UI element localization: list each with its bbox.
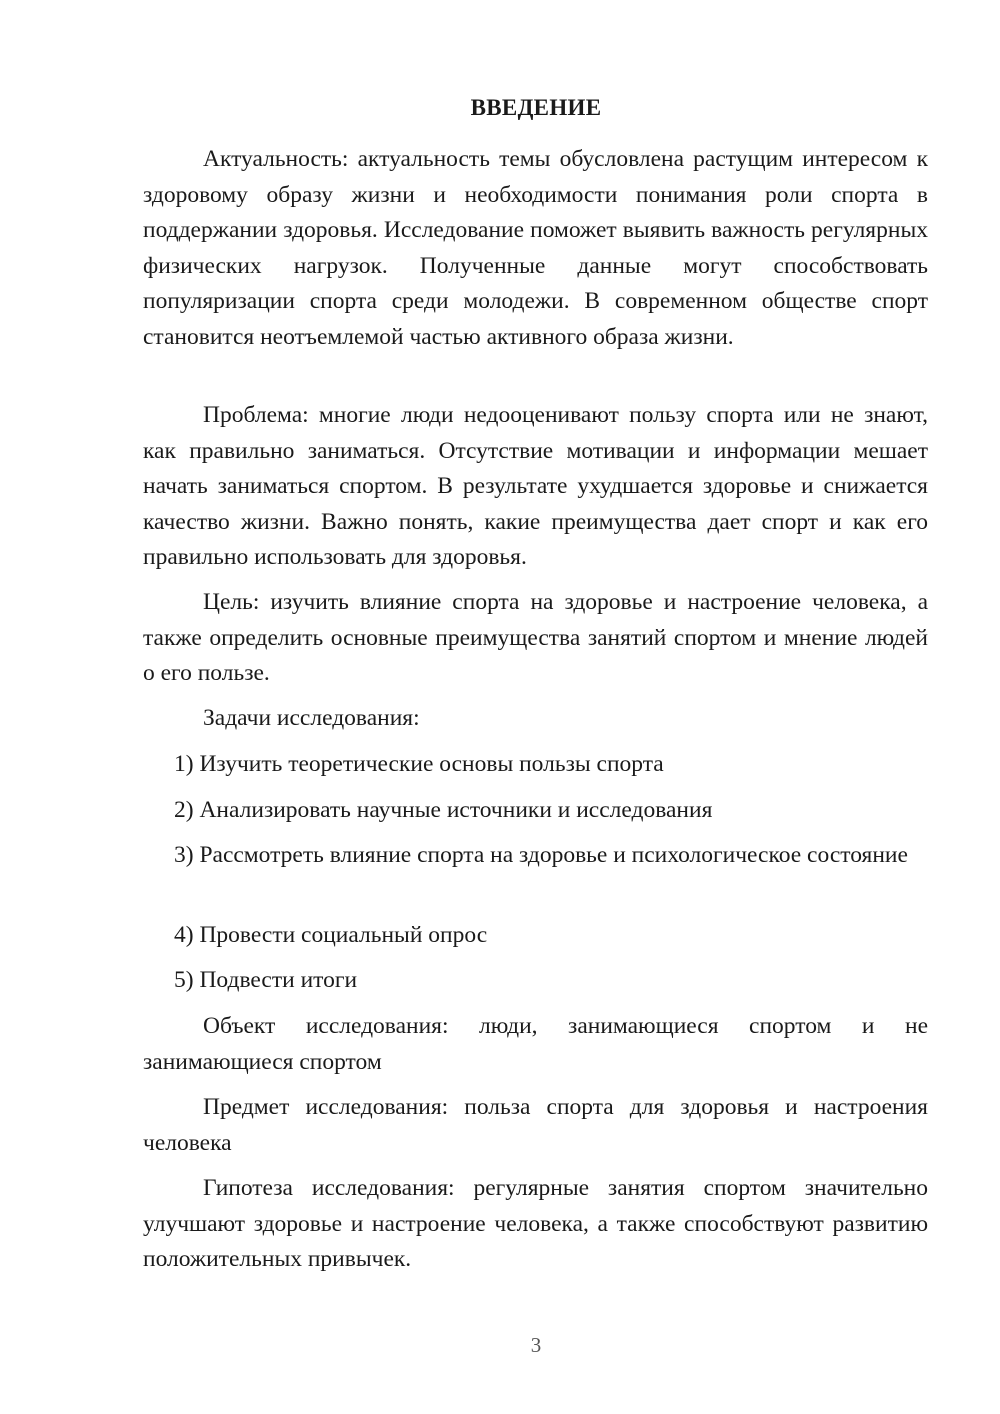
page-number: 3 (530, 1333, 542, 1357)
tasks-heading: Задачи исследования: (203, 705, 420, 731)
subject-paragraph: Предмет исследования: польза спорта для здоровья и настроения человека (143, 1094, 928, 1156)
task-item-5: 5) Подвести итоги (174, 967, 358, 993)
task-item-2: 2) Анализировать научные источники и исследования (174, 797, 713, 823)
relevance-paragraph: Актуальность: актуальность темы обусловлена растущим интересом к здоровому образу жизни и необходимости понимания роли спорта в поддержании здоровья. Исследование поможет выявить важность регулярных физических нагрузок. Полученные данные могут способствовать популяризации спорта среди молодежи. В современном обществе спорт становится неотъемлемой частью активного образа жизни. (143, 146, 928, 350)
hypothesis-paragraph: Гипотеза исследования: регулярные занятия спортом значительно улучшают здоровье и настроение человека, а также способствуют развитию положительных привычек. (143, 1175, 928, 1272)
object-paragraph: Объект исследования: люди, занимающиеся спортом и не занимающиеся спортом (143, 1013, 928, 1075)
task-item-1: 1) Изучить теоретические основы пользы спорта (174, 751, 664, 777)
goal-paragraph: Цель: изучить влияние спорта на здоровье и настроение человека, а также определить основные преимущества занятий спортом и мнение людей о его пользе. (143, 589, 928, 686)
section-title: ВВЕДЕНИЕ (470, 95, 602, 120)
task-item-3: 3) Рассмотреть влияние спорта на здоровье и психологическое состояние (174, 842, 908, 868)
task-item-4: 4) Провести социальный опрос (174, 922, 488, 948)
problem-paragraph: Проблема: многие люди недооценивают пользу спорта или не знают, как правильно заниматься. Отсутствие мотивации и информации мешает начать заниматься спортом. В результате ухудшается здоровье и снижается качество жизни. Важно понять, какие преимущества дает спорт и как его правильно использовать для здоровья. (143, 402, 928, 570)
